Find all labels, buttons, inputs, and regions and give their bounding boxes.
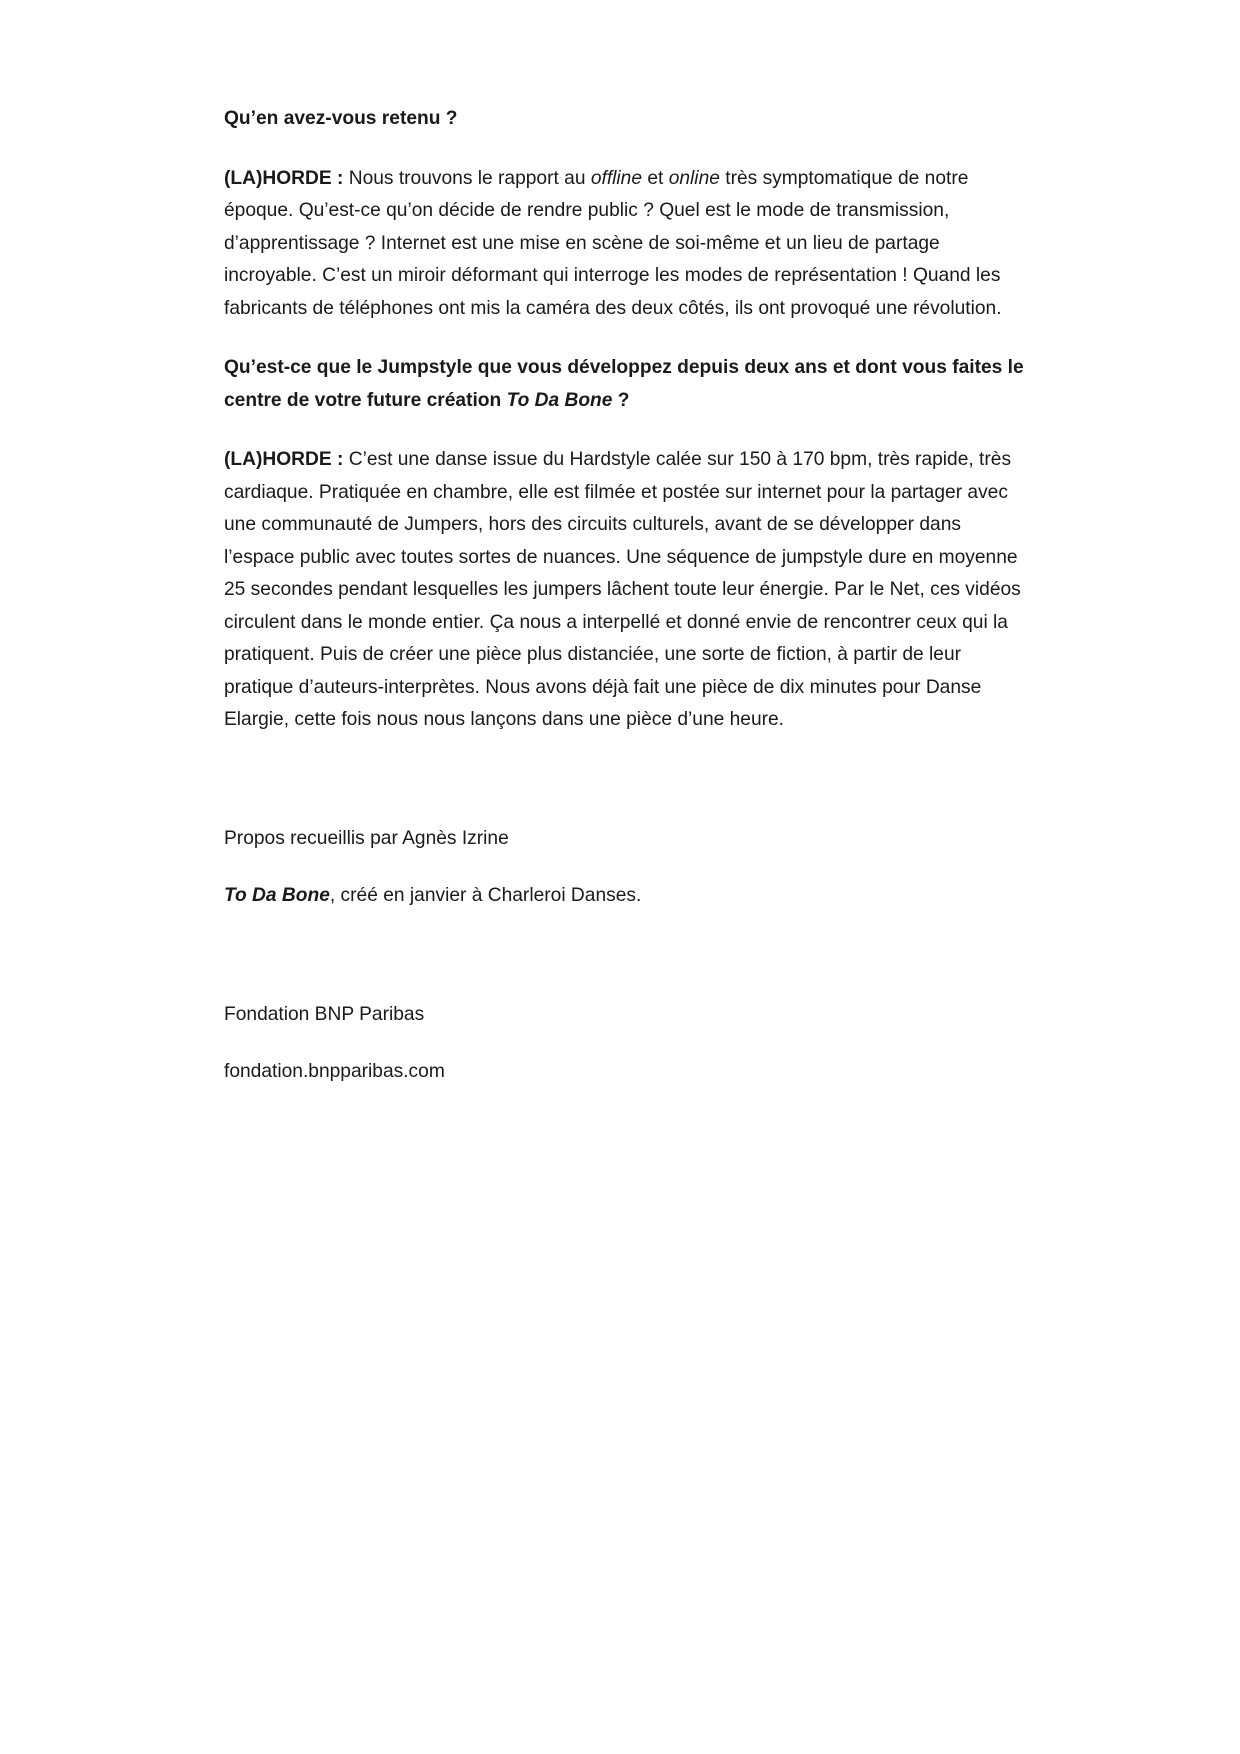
organization-name: Fondation BNP Paribas [224, 1003, 425, 1025]
answer-jumpstyle: (LA)HORDE : C’est une danse issue du Hardstyle calée sur 150 à 170 bpm, très rapide, très cardiaque. Pratiquée en chambre, elle est filmée et postée sur internet pour la partager avec une communauté de Jumpers, hors des circuits culturels, avant de se développer dans l’espace public avec toutes sortes de nuances. Une séquence de jumpstyle dure en moyenne 25 secondes pendant lesquelles les jumpers lâchent toute leur énergie. Par le Net, ces vidéos circulent dans le monde entier. Ça nous a interpellé et donné envie de rencontrer ceux qui la pratiquent. Puis de créer une pièce plus distanciée, une sorte de fiction, à partir de leur pratique d’auteurs-interprètes. Nous avons déjà fait une pièce de dix minutes pour Danse Elargie, cette fois nous nous lançons dans une pièce d’une heure. [224, 449, 1021, 730]
question-retenu: Qu’en avez-vous retenu ? [224, 108, 458, 129]
interview-credit: Propos recueillis par Agnès Izrine [224, 827, 509, 849]
question-jumpstyle: Qu’est-ce que le Jumpstyle que vous développez depuis deux ans et dont vous faites le centre de votre future création To Da Bone ? [224, 357, 1024, 411]
show-credit: To Da Bone, créé en janvier à Charleroi Danses. [224, 885, 642, 906]
document-page [224, 103, 1024, 1089]
answer-offline-online: (LA)HORDE : Nous trouvons le rapport au offline et online très symptomatique de notre époque. Qu’est-ce qu’on décide de rendre public ? Quel est le mode de transmission, d’apprentissage ? Internet est une mise en scène de soi-même et un lieu de partage incroyable. C’est un miroir déformant qui interroge les modes de représentation ! Quand les fabricants de téléphones ont mis la caméra des deux côtés, ils ont provoqué une révolution. [224, 167, 1002, 319]
website-link[interactable]: fondation.bnpparibas.com [224, 1061, 445, 1082]
speaker-label: (LA)HORDE : [224, 167, 344, 189]
speaker-label: (LA)HORDE : [224, 449, 344, 470]
